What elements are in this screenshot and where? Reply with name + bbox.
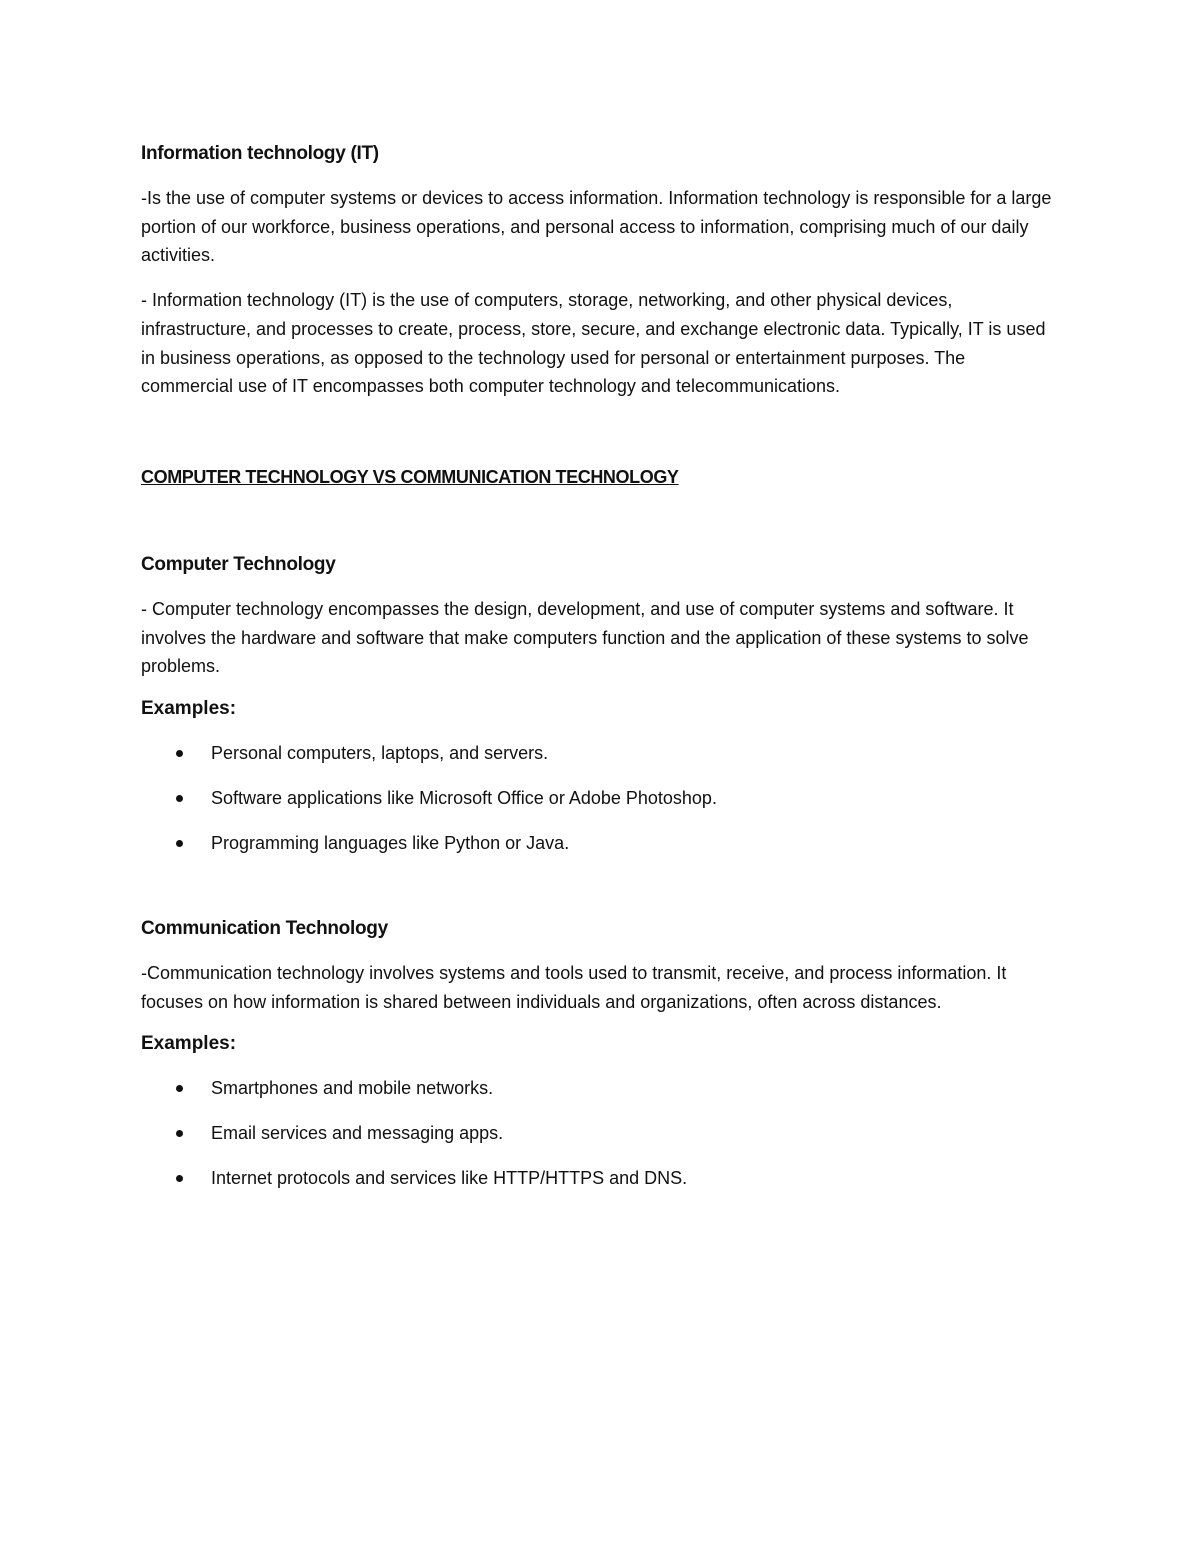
computer-tech-heading: Computer Technology xyxy=(141,553,336,575)
bullet-icon xyxy=(176,1175,183,1182)
list-item xyxy=(141,784,1061,812)
bullet-icon xyxy=(176,840,183,847)
communication-tech-heading: Communication Technology xyxy=(141,918,388,940)
list-item xyxy=(141,1164,1061,1192)
list-item xyxy=(141,829,1061,857)
bullet-icon xyxy=(176,750,183,757)
list-item xyxy=(141,739,1061,767)
it-paragraph-1: -Is the use of computer systems or devices to access information. Information technology is responsible for a large portion of our workforce, business operations, and personal access to information, comprising much of our daily activities. xyxy=(141,188,1052,266)
communication-tech-examples-label: Examples: xyxy=(141,1033,237,1055)
list-item xyxy=(141,1074,1061,1102)
list-item-text: Internet protocols and services like HTTP/HTTPS and DNS. xyxy=(211,1168,688,1189)
bullet-icon xyxy=(176,795,183,802)
it-heading: Information technology (IT) xyxy=(141,143,379,164)
list-item-text: Programming languages like Python or Java. xyxy=(211,833,570,854)
list-item-text: Personal computers, laptops, and servers. xyxy=(211,743,549,764)
list-item xyxy=(141,1119,1061,1147)
communication-tech-description: -Communication technology involves systems and tools used to transmit, receive, and process information. It focuses on how information is shared between individuals and organizations, often across distances. xyxy=(141,963,1007,1012)
list-item-text: Smartphones and mobile networks. xyxy=(211,1078,494,1099)
comparison-title: COMPUTER TECHNOLOGY VS COMMUNICATION TECHNOLOGY xyxy=(141,466,679,487)
communication-tech-examples-list xyxy=(141,1074,1061,1192)
list-item-text: Software applications like Microsoft Office or Adobe Photoshop. xyxy=(211,788,717,809)
bullet-icon xyxy=(176,1130,183,1137)
computer-tech-examples-list xyxy=(141,739,1061,857)
document-body xyxy=(141,140,1061,1209)
bullet-icon xyxy=(176,1085,183,1092)
it-paragraph-2: - Information technology (IT) is the use of computers, storage, networking, and other physical devices, infrastructure, and processes to create, process, store, secure, and exchange electronic data. Typically, IT is used in business operations, as opposed to the technology used for personal or entertainment purposes. The commercial use of IT encompasses both computer technology and telecommunications. xyxy=(141,290,1046,397)
computer-tech-description: - Computer technology encompasses the design, development, and use of computer systems and software. It involves the hardware and software that make computers function and the application of these systems to solve problems. xyxy=(141,598,1029,677)
list-item-text: Email services and messaging apps. xyxy=(211,1123,504,1144)
computer-tech-examples-label: Examples: xyxy=(141,698,237,720)
